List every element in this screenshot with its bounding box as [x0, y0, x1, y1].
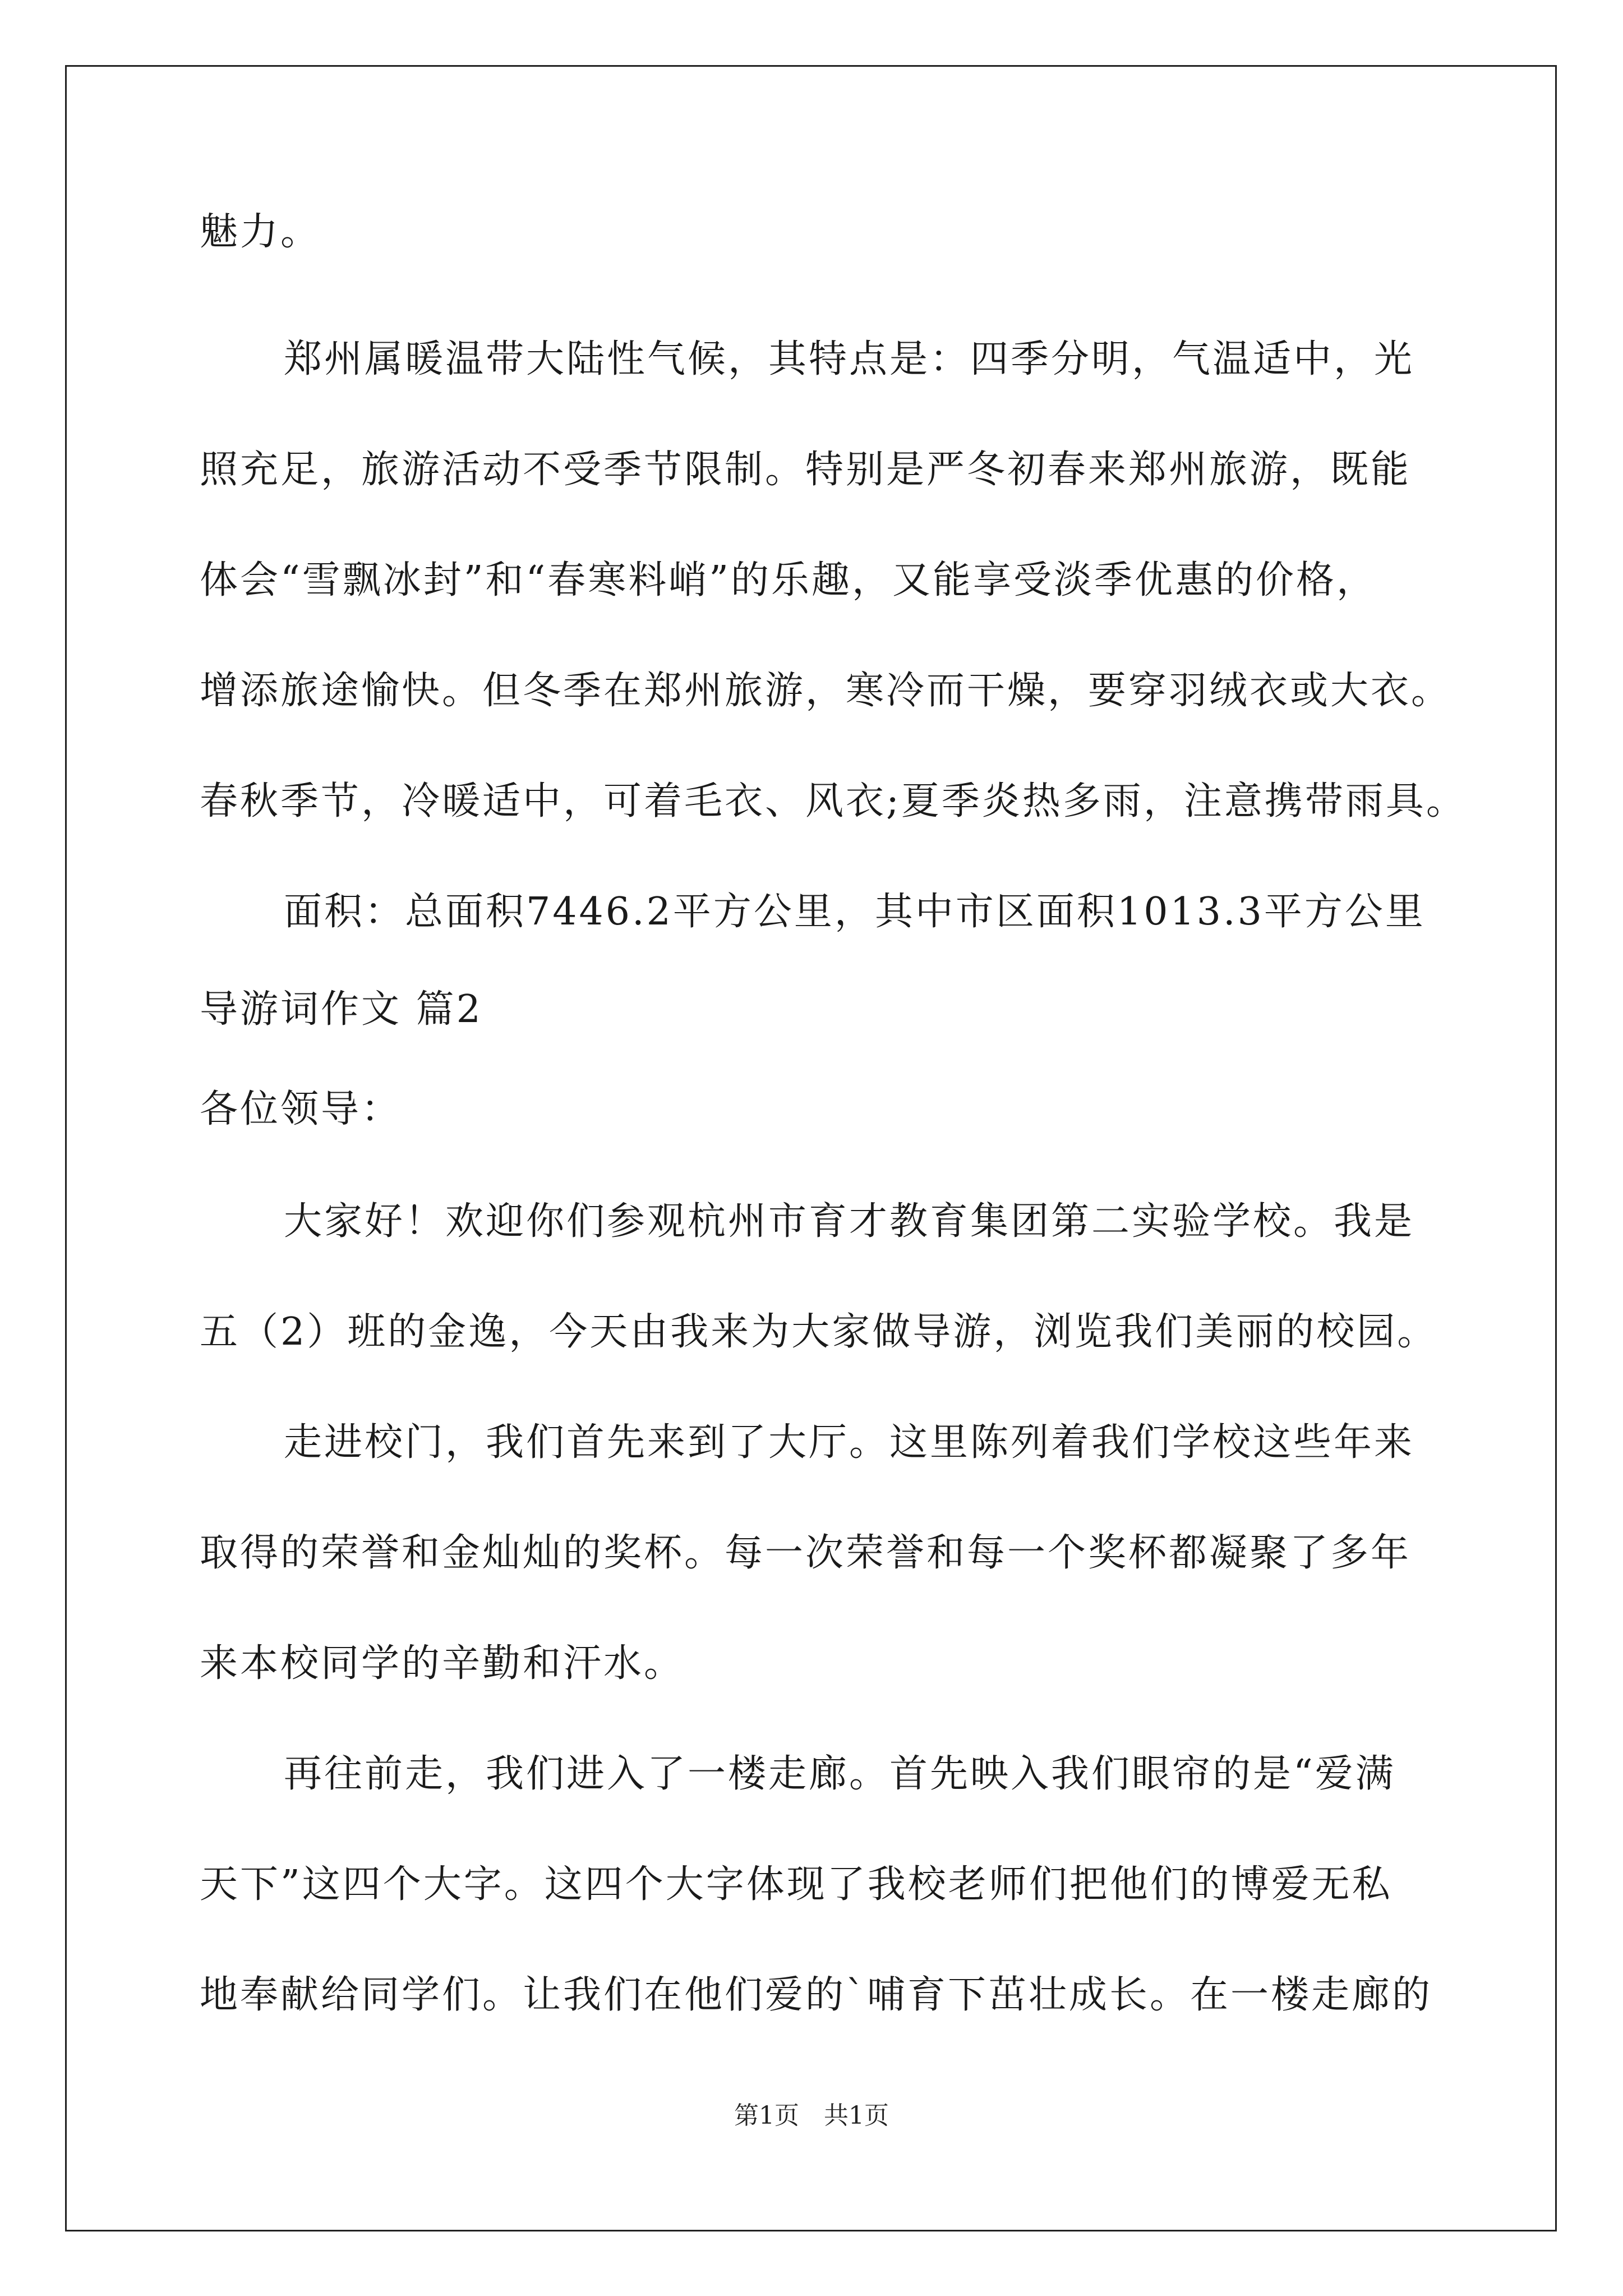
text-line-17: 地奉献给同学们。让我们在他们爱的`哺育下茁壮成长。在一楼走廊的 [200, 1973, 1433, 2017]
text-line-11: 五（2）班的金逸，今天由我来为大家做导游，浏览我们美丽的校园。 [200, 1310, 1438, 1354]
text-line-7: 面积：总面积7446.2平方公里，其中市区面积1013.3平方公里 [284, 890, 1426, 934]
text-line-3: 照充足，旅游活动不受季节限制。特别是严冬初春来郑州旅游，既能 [200, 448, 1412, 492]
text-line-2: 郑州属暖温带大陆性气候，其特点是：四季分明，气温适中，光 [284, 337, 1415, 381]
section-heading: 导游词作文 篇2 [200, 987, 483, 1032]
text-line-6: 春秋季节，冷暖适中，可着毛衣、风衣;夏季炎热多雨，注意携带雨具。 [200, 779, 1467, 823]
text-line-5: 增添旅途愉快。但冬季在郑州旅游，寒冷而干燥，要穿羽绒衣或大衣。 [200, 669, 1452, 713]
text-line-16: 天下”这四个大字。这四个大字体现了我校老师们把他们的博爱无私 [200, 1862, 1393, 1907]
salutation: 各位领导： [200, 1087, 402, 1131]
text-line-13: 取得的荣誉和金灿灿的奖杯。每一次荣誉和每一个奖杯都凝聚了多年 [200, 1531, 1412, 1575]
text-line-1: 魅力。 [200, 210, 321, 254]
text-line-15: 再往前走，我们进入了一楼走廊。首先映入我们眼帘的是“爱满 [284, 1752, 1396, 1796]
text-line-12: 走进校门，我们首先来到了大厅。这里陈列着我们学校这些年来 [284, 1420, 1415, 1465]
page-footer: 第1页 共1页 [734, 2101, 889, 2130]
text-line-10: 大家好！欢迎你们参观杭州市育才教育集团第二实验学校。我是 [284, 1199, 1415, 1244]
text-line-4: 体会“雪飘冰封”和“春寒料峭”的乐趣，又能享受淡季优惠的价格， [200, 558, 1377, 602]
text-line-14: 来本校同学的辛勤和汗水。 [200, 1641, 685, 1686]
